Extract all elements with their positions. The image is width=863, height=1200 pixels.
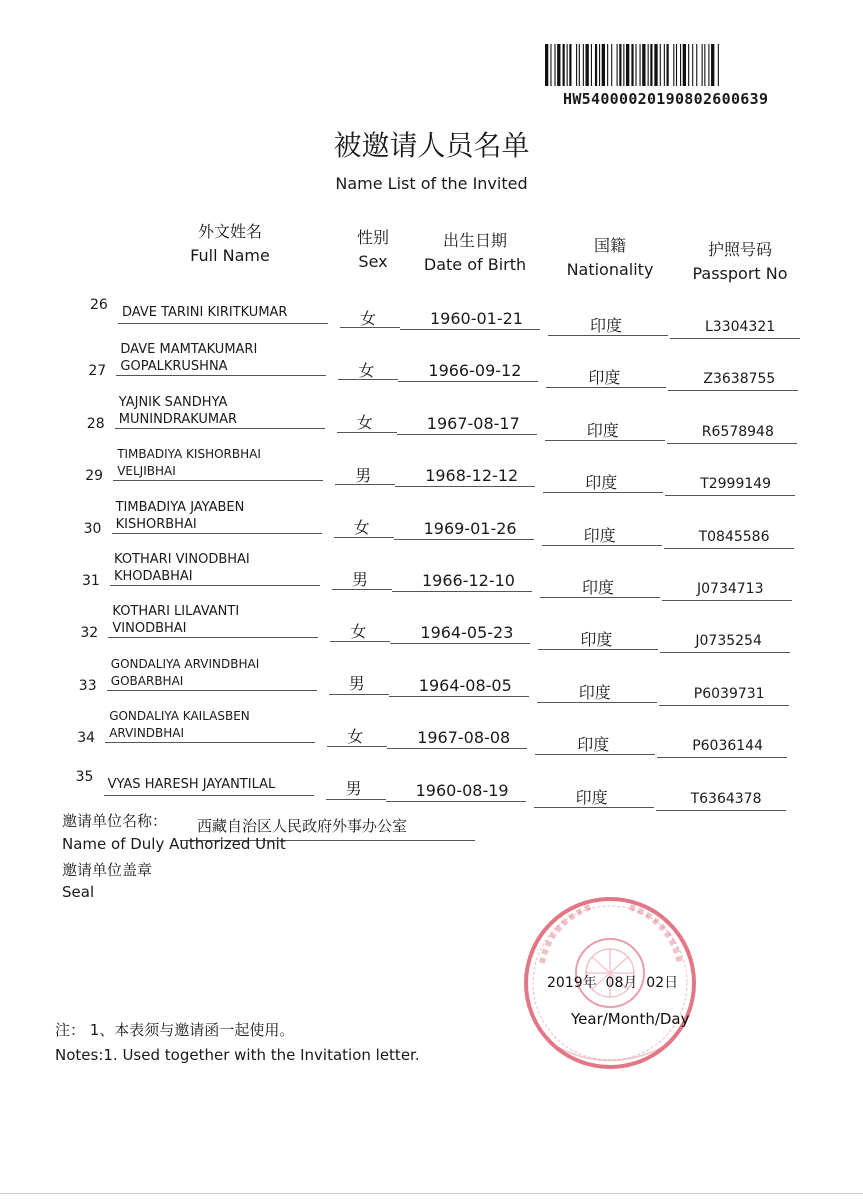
header-passport [680,238,800,286]
row-underline [537,702,657,703]
barcode-bar [595,44,597,86]
row-underline [535,754,655,755]
row-underline [394,539,534,540]
row-nationality: 印度 [575,787,608,807]
row-underline [332,589,392,590]
note-cn: 注： 1、本表须与邀请函一起使用。 [55,1021,295,1039]
barcode-bar [545,44,548,86]
row-name-line1: TIMBADIYA KISHORBHAI [117,447,261,462]
row-underline [116,375,326,376]
barcode-graphic [545,44,805,86]
row-underline [108,637,318,638]
row-name-line2: ARVINDBHAI [109,726,185,741]
barcode-bar [586,44,589,86]
header-full-name-en: Full Name [190,246,270,265]
header-sex-en: Sex [358,252,388,271]
barcode-bar [642,44,645,86]
barcode-bar [708,44,709,86]
row-underline [660,652,790,653]
barcode-bar [648,44,649,86]
row-name-line2: VINODBHAI [112,621,187,637]
page-edge-line [0,1193,863,1194]
row-underline [340,327,400,328]
row-name-line2: GOPALKRUSHNA [120,359,228,375]
row-sex: 女 [358,361,375,381]
row-underline [329,694,389,695]
barcode-bar [567,44,568,86]
header-dob [415,229,535,277]
row-passport: P6036144 [692,738,763,755]
barcode-bar [557,44,560,86]
row-underline [327,746,387,747]
barcode-bar [626,44,629,86]
row-number: 30 [83,520,102,537]
row-passport: Z3638755 [703,371,776,388]
unit-label-en: Name of Duly Authorized Unit [62,835,286,853]
row-underline [107,690,317,691]
barcode-bar [554,44,555,86]
row-name-line2: GOBARBHAI [110,673,184,688]
barcode-bar [696,44,697,86]
barcode-bar [702,44,703,86]
header-full-name-cn: 外文姓名 [197,222,262,241]
header-dob-en: Date of Birth [423,255,527,274]
row-underline [397,434,537,435]
date-format-label: Year/Month/Day [571,1010,690,1028]
row-underline [670,338,800,339]
row-underline [395,486,535,487]
header-dob-cn: 出生日期 [442,231,507,250]
row-underline [335,484,395,485]
row-dob: 1969-01-26 [423,518,517,538]
barcode-bar [640,44,641,86]
row-underline [542,545,662,546]
row-dob: 1968-12-12 [425,466,519,486]
barcode-bar [563,44,565,86]
note-en: Notes:1. Used together with the Invitation letter. [55,1046,420,1064]
row-underline [543,492,663,493]
row-number: 31 [82,573,100,589]
barcode-bar [711,44,714,86]
row-underline [398,381,538,382]
row-name-line1: YAJNIK SANDHYA [118,394,228,410]
date-day: 02日 [646,975,679,991]
row-underline [387,748,527,749]
barcode-bar [676,44,677,86]
header-passport-en: Passport No [692,264,788,283]
row-dob: 1960-08-19 [415,780,509,800]
row-passport: R6578948 [701,423,774,440]
row-name-line1: GONDALIYA ARVINDBHAI [110,656,260,671]
row-nationality: 印度 [577,735,610,755]
row-underline [104,795,314,796]
row-underline [538,649,658,650]
row-passport: T6364378 [690,790,762,807]
row-nationality: 印度 [585,473,618,493]
row-underline [112,533,322,534]
date-year: 2019年 [547,975,597,991]
seal-label-en: Seal [62,883,95,901]
barcode-bar [619,44,621,86]
row-underline [667,443,797,444]
row-underline [400,329,540,330]
row-name-line1: GONDALIYA KAILASBEN [109,709,250,724]
row-passport: J0734713 [697,581,764,597]
barcode-bar [631,44,633,86]
row-underline [540,597,660,598]
barcode-bar [650,44,652,86]
row-sex: 男 [355,465,372,485]
barcode-bar [692,44,693,86]
barcode-bar [680,44,681,86]
row-sex: 女 [347,726,364,746]
barcode-bar [611,44,612,86]
row-underline [105,742,315,743]
barcode-bar [602,44,605,86]
row-underline [664,548,794,549]
barcode-bar [688,44,689,86]
row-underline [113,480,323,481]
row-underline [390,643,530,644]
barcode-bar [550,44,551,86]
row-dob: 1967-08-08 [417,728,511,748]
row-sex: 男 [348,674,365,694]
row-dob: 1964-08-05 [418,675,512,695]
row-underline [338,379,398,380]
row-name-line2: MUNINDRAKUMAR [118,411,238,427]
row-number: 26 [90,297,108,313]
page-title-cn: 被邀请人员名单 [333,129,530,162]
row-underline [326,799,386,800]
row-underline [110,585,320,586]
row-sex: 男 [352,570,369,589]
seal-label-cn: 邀请单位盖章 [62,861,153,879]
unit-label-cn: 邀请单位名称： [62,812,168,830]
header-sex [343,226,403,274]
row-sex: 女 [350,622,367,642]
row-number: 27 [88,363,107,380]
row-name-line2: VELJIBHAI [117,464,176,479]
row-sex: 女 [353,517,370,537]
barcode-bar [654,44,657,86]
barcode-bar [579,44,580,86]
row-nationality: 印度 [588,368,621,388]
header-passport-cn: 护照号码 [707,240,772,259]
barcode-bar [607,44,608,86]
row-underline [534,807,654,808]
row-underline [334,537,394,538]
row-underline [662,600,792,601]
row-name-line1: DAVE TARINI KIRITKUMAR [122,305,288,320]
row-name-line2: KISHORBHAI [115,516,197,532]
row-number: 28 [86,415,105,432]
row-underline [656,810,786,811]
date-month: 08月 [605,975,638,991]
row-sex: 女 [360,309,377,328]
seal-date [547,972,678,992]
unit-value: 西藏自治区人民政府外事办公室 [197,817,408,835]
row-underline [389,696,529,697]
barcode-bar [591,44,592,86]
barcode-bar [683,44,686,86]
barcode-bar [704,44,705,86]
row-underline [118,323,328,324]
barcode-bar [635,44,636,86]
barcode-bar [583,44,584,86]
row-passport: T0845586 [698,528,770,545]
header-nationality [560,234,660,282]
barcode-number: HW54000020190802600639 [563,90,769,108]
row-passport: P6039731 [693,685,765,702]
barcode-bar [576,44,577,86]
row-underline [386,801,526,802]
row-nationality: 印度 [582,578,615,597]
row-underline [659,705,789,706]
barcode-bar [660,44,661,86]
row-dob: 1966-12-10 [422,571,515,590]
row-dob: 1967-08-17 [426,413,520,433]
row-underline [546,387,666,388]
barcode-bar [667,44,669,86]
barcode-bar [664,44,665,86]
row-underline [545,440,665,441]
header-nationality-en: Nationality [566,260,654,279]
row-underline [657,757,787,758]
row-number: 35 [75,768,94,785]
barcode-bar [569,44,571,86]
row-nationality: 印度 [583,525,616,545]
header-full-name [170,220,290,268]
row-sex: 男 [345,778,362,798]
barcode-bar [599,44,600,86]
row-passport: J0735254 [695,633,762,650]
row-number: 34 [77,730,96,747]
row-nationality: 印度 [580,630,613,650]
barcode-bar [623,44,624,86]
barcode-bar [673,44,674,86]
row-underline [115,428,325,429]
row-nationality: 印度 [590,316,623,335]
row-name-line1: DAVE MAMTAKUMARI [120,342,258,358]
row-number: 29 [85,468,104,485]
row-underline [337,432,397,433]
row-name-line1: KOTHARI LILAVANTI [112,604,240,620]
row-underline [392,591,532,592]
row-number: 33 [78,677,97,694]
row-passport: T2999149 [700,476,772,493]
row-name-line1: VYAS HARESH JAYANTILAL [107,776,276,792]
row-sex: 女 [356,413,373,433]
row-name-line1: KOTHARI VINODBHAI [114,552,250,567]
header-nationality-cn: 国籍 [593,236,626,255]
row-nationality: 印度 [586,420,619,440]
row-dob: 1966-09-12 [428,361,522,381]
row-underline [665,495,795,496]
row-name-line2: KHODABHAI [114,569,193,584]
row-underline [330,641,390,642]
row-passport: L3304321 [705,319,776,335]
row-underline [668,390,798,391]
row-dob: 1960-01-21 [430,309,523,328]
row-underline [548,335,668,336]
page-title-en: Name List of the Invited [335,174,528,193]
row-nationality: 印度 [578,682,611,702]
header-sex-cn: 性别 [356,228,389,247]
barcode-bar [718,44,719,86]
barcode-bar [617,44,618,86]
row-dob: 1964-05-23 [420,623,514,643]
row-number: 32 [80,625,99,642]
row-name-line1: TIMBADIYA JAYABEN [115,499,245,515]
